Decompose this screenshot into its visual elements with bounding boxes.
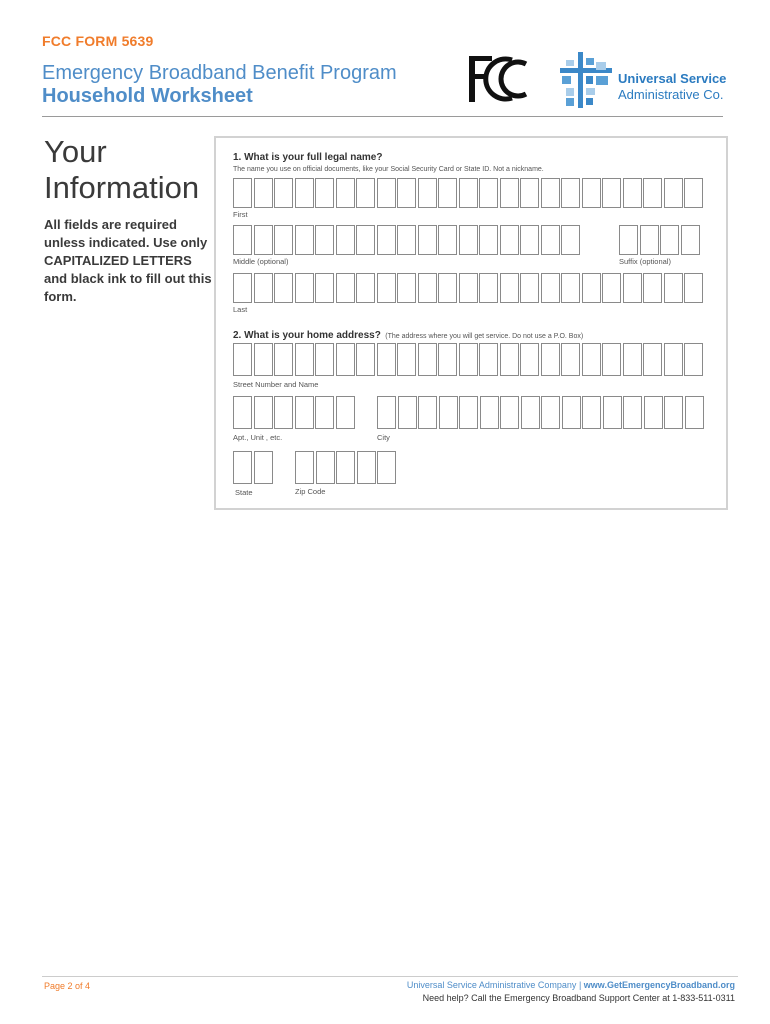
char-box[interactable]: [582, 273, 601, 303]
state-label: State: [235, 488, 253, 497]
char-box[interactable]: [357, 451, 376, 484]
char-box[interactable]: [479, 273, 498, 303]
street-label: Street Number and Name: [233, 380, 319, 389]
char-box[interactable]: [336, 396, 355, 429]
char-box[interactable]: [254, 225, 273, 255]
char-box[interactable]: [356, 273, 375, 303]
char-box[interactable]: [602, 343, 621, 376]
char-box[interactable]: [541, 343, 560, 376]
char-box[interactable]: [274, 396, 293, 429]
zip-field[interactable]: [295, 451, 398, 484]
char-box[interactable]: [377, 178, 396, 208]
char-box[interactable]: [623, 343, 642, 376]
char-box[interactable]: [233, 225, 252, 255]
char-box[interactable]: [377, 225, 396, 255]
char-box[interactable]: [233, 396, 252, 429]
char-box[interactable]: [315, 273, 334, 303]
footer-company: Universal Service Administrative Company: [406, 980, 577, 990]
char-box[interactable]: [315, 343, 334, 376]
char-box[interactable]: [640, 225, 659, 255]
char-box[interactable]: [295, 343, 314, 376]
char-box[interactable]: [684, 178, 703, 208]
program-title: Emergency Broadband Benefit Program: [42, 62, 397, 84]
char-box[interactable]: [520, 273, 539, 303]
char-box[interactable]: [418, 273, 437, 303]
char-box[interactable]: [233, 273, 252, 303]
char-box[interactable]: [459, 273, 478, 303]
char-box[interactable]: [623, 178, 642, 208]
char-box[interactable]: [561, 225, 580, 255]
worksheet-title: Household Worksheet: [42, 85, 253, 107]
char-box[interactable]: [643, 178, 662, 208]
char-box[interactable]: [438, 343, 457, 376]
char-box[interactable]: [274, 273, 293, 303]
char-box[interactable]: [336, 273, 355, 303]
char-box[interactable]: [660, 225, 679, 255]
char-box[interactable]: [623, 396, 642, 429]
char-box[interactable]: [336, 343, 355, 376]
char-box[interactable]: [500, 396, 519, 429]
footer-separator: |: [578, 980, 582, 990]
char-box[interactable]: [397, 225, 416, 255]
char-box[interactable]: [377, 343, 396, 376]
char-box[interactable]: [500, 225, 519, 255]
char-box[interactable]: [561, 178, 580, 208]
char-box[interactable]: [619, 225, 638, 255]
char-box[interactable]: [316, 451, 335, 484]
char-box[interactable]: [274, 225, 293, 255]
char-box[interactable]: [480, 396, 499, 429]
section-title-line2: Information: [44, 170, 200, 205]
char-box[interactable]: [521, 396, 540, 429]
char-box[interactable]: [418, 178, 437, 208]
suffix-label: Suffix (optional): [619, 257, 671, 266]
char-box[interactable]: [397, 273, 416, 303]
char-box[interactable]: [520, 225, 539, 255]
char-box[interactable]: [295, 451, 314, 484]
page-number: Page 2 of 4: [44, 981, 91, 991]
char-box[interactable]: [500, 343, 519, 376]
char-box[interactable]: [254, 178, 273, 208]
state-field[interactable]: [233, 451, 274, 484]
char-box[interactable]: [254, 396, 273, 429]
char-box[interactable]: [664, 273, 683, 303]
fcc-logo-icon: [466, 52, 530, 106]
char-box[interactable]: [295, 225, 314, 255]
char-box[interactable]: [336, 451, 355, 484]
char-box[interactable]: [500, 178, 519, 208]
char-box[interactable]: [315, 396, 334, 429]
char-box[interactable]: [623, 273, 642, 303]
street-field[interactable]: [233, 343, 705, 376]
zip-label: Zip Code: [295, 487, 326, 496]
char-box[interactable]: [254, 451, 273, 484]
char-box[interactable]: [541, 178, 560, 208]
char-box[interactable]: [274, 178, 293, 208]
char-box[interactable]: [561, 343, 580, 376]
first-name-field[interactable]: [233, 178, 705, 208]
char-box[interactable]: [377, 273, 396, 303]
char-box[interactable]: [582, 343, 601, 376]
char-box[interactable]: [602, 273, 621, 303]
apt-field[interactable]: [233, 396, 356, 429]
footer-line1: [407, 980, 735, 990]
char-box[interactable]: [541, 396, 560, 429]
char-box[interactable]: [459, 178, 478, 208]
char-box[interactable]: [438, 225, 457, 255]
char-box[interactable]: [681, 225, 700, 255]
char-box[interactable]: [541, 273, 560, 303]
char-box[interactable]: [295, 273, 314, 303]
char-box[interactable]: [459, 343, 478, 376]
char-box[interactable]: [315, 178, 334, 208]
char-box[interactable]: [439, 396, 458, 429]
char-box[interactable]: [562, 396, 581, 429]
char-box[interactable]: [336, 225, 355, 255]
char-box[interactable]: [233, 451, 252, 484]
q2-hint: (The address where you will get service. Do not use a P.O. Box): [385, 333, 584, 340]
char-box[interactable]: [356, 225, 375, 255]
char-box[interactable]: [643, 343, 662, 376]
char-box[interactable]: [254, 343, 273, 376]
usac-name-line2: Administrative Co.: [618, 87, 724, 102]
char-box[interactable]: [582, 178, 601, 208]
char-box[interactable]: [315, 225, 334, 255]
middle-name-field[interactable]: [233, 225, 582, 255]
char-box[interactable]: [479, 225, 498, 255]
char-box[interactable]: [397, 343, 416, 376]
char-box[interactable]: [418, 343, 437, 376]
last-name-label: Last: [233, 305, 248, 314]
last-name-field[interactable]: [233, 273, 705, 303]
char-box[interactable]: [684, 273, 703, 303]
header-divider: [42, 116, 723, 117]
char-box[interactable]: [603, 396, 622, 429]
suffix-field[interactable]: [619, 225, 701, 255]
char-box[interactable]: [336, 178, 355, 208]
char-box[interactable]: [398, 396, 417, 429]
char-box[interactable]: [644, 396, 663, 429]
city-field[interactable]: [377, 396, 705, 429]
char-box[interactable]: [520, 343, 539, 376]
char-box[interactable]: [356, 343, 375, 376]
middle-name-label: Middle (optional): [233, 257, 289, 266]
char-box[interactable]: [685, 396, 704, 429]
first-name-label: First: [233, 210, 248, 219]
char-box[interactable]: [418, 396, 437, 429]
char-box[interactable]: [500, 273, 519, 303]
q2-heading: [233, 325, 583, 343]
char-box[interactable]: [664, 396, 683, 429]
char-box[interactable]: [418, 225, 437, 255]
char-box[interactable]: [377, 396, 396, 429]
char-box[interactable]: [643, 273, 662, 303]
char-box[interactable]: [561, 273, 580, 303]
char-box[interactable]: [356, 178, 375, 208]
char-box[interactable]: [438, 178, 457, 208]
char-box[interactable]: [377, 451, 396, 484]
usac-logo-icon: [558, 50, 614, 110]
char-box[interactable]: [295, 178, 314, 208]
apt-label: Apt., Unit , etc.: [233, 433, 283, 442]
q2-label: 2. What is your home address?: [233, 330, 381, 341]
char-box[interactable]: [479, 343, 498, 376]
char-box[interactable]: [233, 178, 252, 208]
q1-hint: The name you use on official documents, like your Social Security Card or State ID. Not a nickname.: [233, 166, 544, 173]
footer-url-link[interactable]: www.GetEmergencyBroadband.org: [583, 980, 735, 990]
char-box[interactable]: [541, 225, 560, 255]
q1-label: 1. What is your full legal name?: [233, 152, 383, 163]
section-title-line1: Your: [44, 134, 107, 169]
char-box[interactable]: [274, 343, 293, 376]
char-box[interactable]: [479, 178, 498, 208]
char-box[interactable]: [438, 273, 457, 303]
footer-help-text: Need help? Call the Emergency Broadband Support Center at 1-833-511-0311: [422, 993, 735, 1003]
instructions-text: All fields are required unless indicated. Use only CAPITALIZED LETTERS and black ink to fill out this form.: [44, 217, 212, 304]
char-box[interactable]: [602, 178, 621, 208]
char-box[interactable]: [582, 396, 601, 429]
char-box[interactable]: [664, 343, 683, 376]
char-box[interactable]: [233, 343, 252, 376]
form-number: FCC FORM 5639: [42, 33, 154, 49]
usac-name-line1: Universal Service: [618, 71, 727, 86]
char-box[interactable]: [520, 178, 539, 208]
char-box[interactable]: [397, 178, 416, 208]
char-box[interactable]: [459, 396, 478, 429]
char-box[interactable]: [295, 396, 314, 429]
city-label: City: [377, 433, 390, 442]
footer-divider: [42, 976, 738, 977]
char-box[interactable]: [684, 343, 703, 376]
char-box[interactable]: [459, 225, 478, 255]
char-box[interactable]: [664, 178, 683, 208]
char-box[interactable]: [254, 273, 273, 303]
